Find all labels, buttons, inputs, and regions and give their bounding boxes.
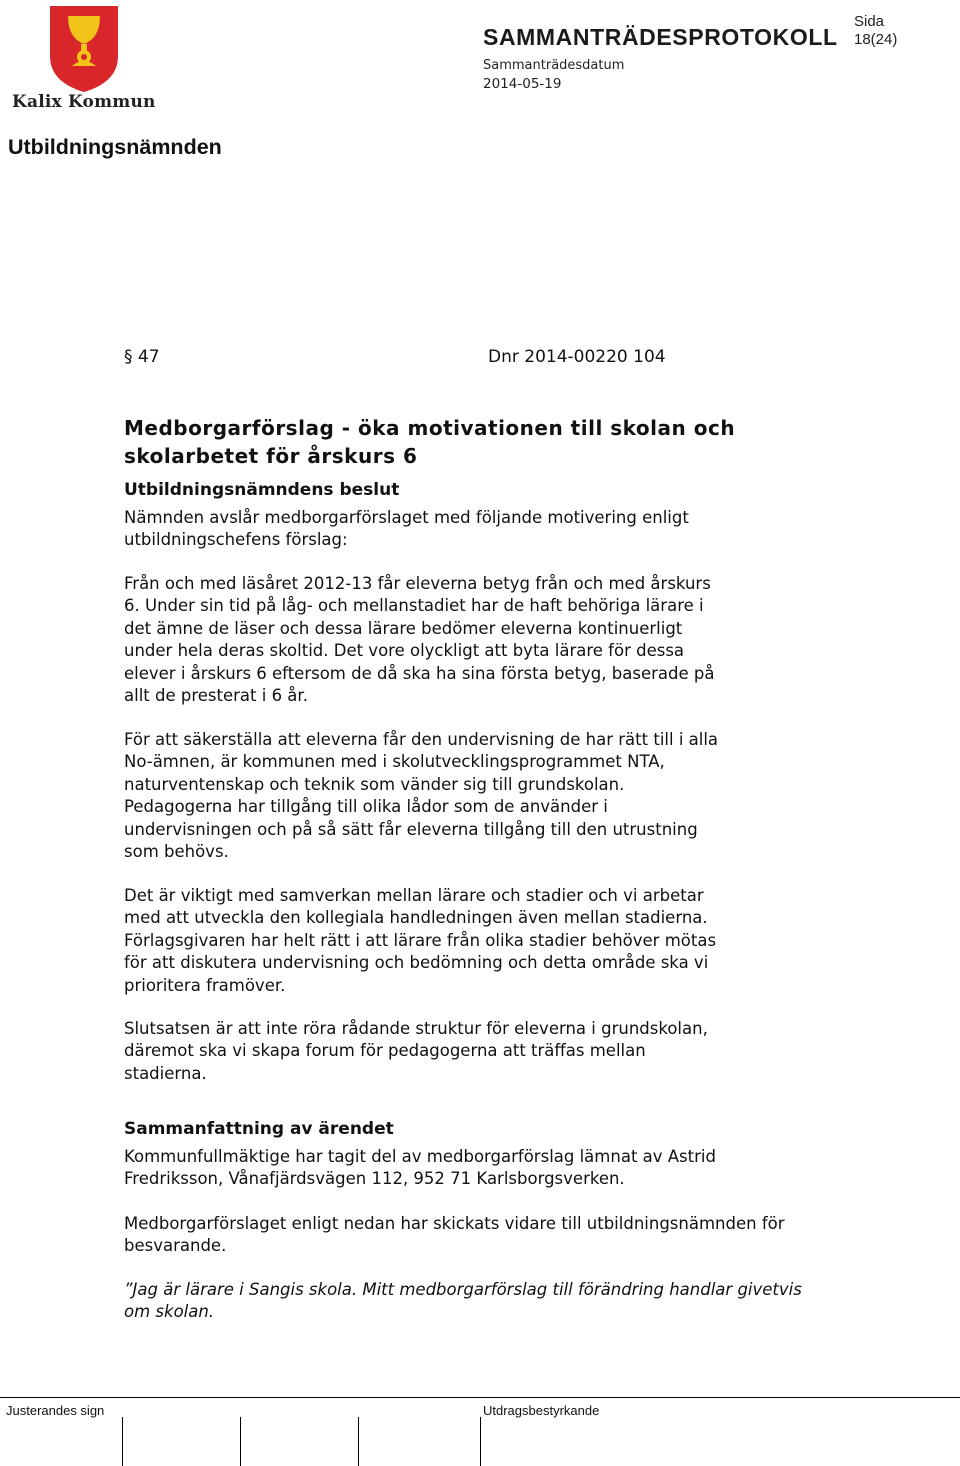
body-paragraph-1: Från och med läsåret 2012-13 får eleverna betyg från och med årskurs 6. Under sin tid på låg- och mellanstadiet har de haft behöriga lärare i det ämne de läser och dessa lärare bedömer eleverna kontinuerligt under hela deras skoltid. Det vore olyckligt att byta lärare för dessa elever i årskurs 6 eftersom de då ska ha sina första betyg, baserade på allt de presterat i 6 år. bbox=[124, 574, 715, 706]
extract-certification-label: Utdragsbestyrkande bbox=[483, 1403, 600, 1418]
summary-paragraph-2: Medborgarförslaget enligt nedan har skickats vidare till utbildningsnämnden för besvarande. bbox=[124, 1214, 785, 1256]
committee-name: Utbildningsnämnden bbox=[8, 135, 222, 159]
meeting-date-label: Sammanträdesdatum bbox=[483, 58, 625, 73]
logo-wordmark: Kalix Kommun bbox=[12, 92, 156, 112]
footer-divider bbox=[0, 1397, 960, 1398]
paragraph-number: § 47 bbox=[124, 347, 160, 367]
matter-title: Medborgarförslag - öka motivationen till skolan och skolarbetet för årskurs 6 bbox=[124, 416, 736, 468]
coat-of-arms-icon bbox=[8, 4, 160, 94]
signature-box-divider bbox=[358, 1417, 359, 1466]
body-paragraph-4: Slutsatsen är att inte röra rådande struktur för eleverna i grundskolan, däremot ska vi skapa forum för pedagogerna att träffas mellan stadierna. bbox=[124, 1019, 708, 1083]
summary-paragraph-1: Kommunfullmäktige har tagit del av medborgarförslag lämnat av Astrid Fredriksson, Vånafjärdsvägen 112, 952 71 Karlsborgsverken. bbox=[124, 1147, 716, 1189]
citizen-quote: ”Jag är lärare i Sangis skola. Mitt medborgarförslag till förändring handlar givetvis om skolan. bbox=[124, 1280, 802, 1322]
summary-heading: Sammanfattning av ärendet bbox=[124, 1119, 394, 1139]
page-number: 18(24) bbox=[854, 31, 898, 48]
meeting-date-value: 2014-05-19 bbox=[483, 76, 562, 92]
decision-text: Nämnden avslår medborgarförslaget med följande motivering enligt utbildningschefens förslag: bbox=[124, 508, 689, 550]
body-paragraph-3: Det är viktigt med samverkan mellan lärare och stadier och vi arbetar med att utveckla den kollegiala handledningen även mellan stadierna. Förlagsgivaren har helt rätt i att lärare från olika stadier behöver mötas för att diskutera undervisning och bedömning och detta område ska vi prioritera framöver. bbox=[124, 886, 717, 995]
body-paragraph-2: För att säkerställa att eleverna får den undervisning de har rätt till i alla No-ämnen, är kommunen med i skolutvecklingsprogrammet NTA, naturventenskap och teknik som vänder sig till grundskolan. Pedagogerna har tillgång till olika lådor som de använder i undervisningen och på så sätt får eleverna tillgång till den utrustning som behövs. bbox=[124, 730, 719, 862]
document-title: SAMMANTRÄDESPROTOKOLL bbox=[483, 24, 838, 50]
decision-heading: Utbildningsnämndens beslut bbox=[124, 480, 400, 500]
signature-box-divider bbox=[240, 1417, 241, 1466]
diary-number: Dnr 2014-00220 104 bbox=[488, 347, 666, 367]
signature-box-divider bbox=[480, 1417, 481, 1466]
signature-box-divider bbox=[122, 1417, 123, 1466]
page-label: Sida bbox=[854, 13, 885, 30]
adjuster-sign-label: Justerandes sign bbox=[6, 1403, 105, 1418]
